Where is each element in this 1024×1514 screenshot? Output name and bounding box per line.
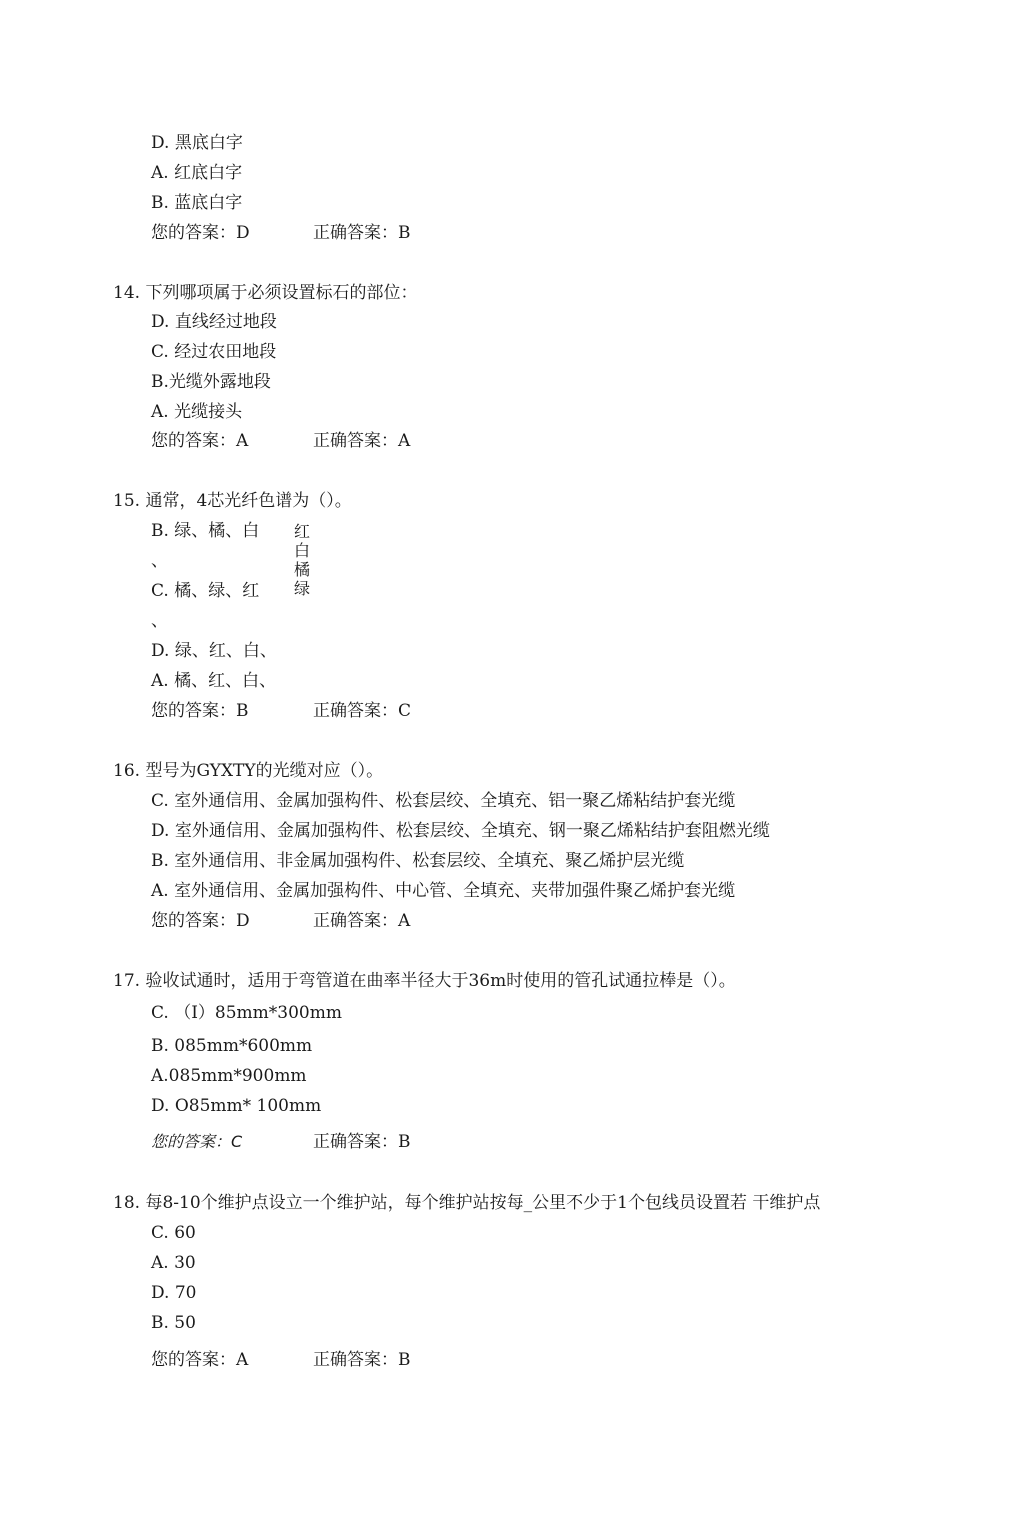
q15-vertical-char: 橘 — [293, 560, 310, 579]
q18-option-b: B. 50 — [151, 1313, 196, 1333]
q14-your-answer: 您的答案：A — [151, 431, 249, 451]
q15-vertical-char: 绿 — [293, 579, 310, 598]
q15-vertical-colors — [292, 522, 312, 598]
q17-option-d: D. O85mm* 100mm — [151, 1096, 322, 1116]
q14-option-a: A. 光缆接头 — [151, 402, 243, 422]
q14-stem: 14. 下列哪项属于必须设置标石的部位： — [113, 283, 418, 303]
q15-option-a: A. 橘、红、白、 — [151, 671, 277, 691]
q17-option-a: A.085mm*900mm — [151, 1066, 307, 1086]
q17-option-b: B. 085mm*600mm — [151, 1036, 313, 1056]
q13-option-b: B. 蓝底白字 — [151, 193, 243, 213]
q15-option-c-cont: 、 — [151, 611, 168, 631]
q13-your-answer: 您的答案：D — [151, 223, 250, 243]
q15-your-answer: 您的答案：B — [151, 701, 249, 721]
q15-option-d: D. 绿、红、白、 — [151, 641, 277, 661]
q16-your-answer: 您的答案：D — [151, 911, 250, 931]
q14-option-d: D. 直线经过地段 — [151, 312, 277, 332]
q15-correct-answer: 正确答案：C — [313, 701, 412, 721]
q13-option-d: D. 黑底白字 — [151, 133, 243, 153]
q18-stem: 18. 每8-10个维护点设立一个维护站，每个维护站按每_公里不少于1个包线员设置若 干维护点 — [113, 1193, 821, 1213]
q17-correct-answer: 正确答案：B — [313, 1132, 411, 1152]
q16-option-a: A. 室外通信用、金属加强构件、中心管、全填充、夹带加强件聚乙烯护套光缆 — [151, 881, 736, 901]
q16-option-c: C. 室外通信用、金属加强构件、松套层绞、全填充、铝一聚乙烯粘结护套光缆 — [151, 791, 736, 811]
q14-correct-answer: 正确答案：A — [313, 431, 411, 451]
q15-vertical-char: 红 — [293, 522, 310, 541]
q18-correct-answer: 正确答案：B — [313, 1350, 411, 1370]
q14-option-c: C. 经过农田地段 — [151, 342, 277, 362]
q15-option-b-cont: 、 — [151, 551, 168, 571]
q18-option-a: A. 30 — [151, 1253, 196, 1273]
q16-option-b: B. 室外通信用、非金属加强构件、松套层绞、全填充、聚乙烯护层光缆 — [151, 851, 685, 871]
q17-stem: 17. 验收试通时，适用于弯管道在曲率半径大于36m时使用的管孔试通拉棒是（）。 — [113, 971, 736, 991]
q16-correct-answer: 正确答案：A — [313, 911, 411, 931]
q13-correct-answer: 正确答案：B — [313, 223, 411, 243]
q16-option-d: D. 室外通信用、金属加强构件、松套层绞、全填充、钢一聚乙烯粘结护套阻燃光缆 — [151, 821, 770, 841]
q15-stem: 15. 通常，4芯光纤色谱为（）。 — [113, 491, 352, 511]
q15-vertical-char: 白 — [293, 541, 310, 560]
q18-your-answer: 您的答案：A — [151, 1350, 249, 1370]
q17-your-answer: 您的答案：C — [151, 1132, 243, 1151]
q15-option-c: C. 橘、绿、红 — [151, 581, 260, 601]
q16-stem: 16. 型号为GYXTY的光缆对应（）。 — [113, 761, 384, 781]
q18-option-d: D. 70 — [151, 1283, 197, 1303]
q13-option-a: A. 红底白字 — [151, 163, 243, 183]
q14-option-b: B.光缆外露地段 — [151, 372, 271, 392]
q17-option-c: C. （I）85mm*300mm — [151, 1003, 342, 1023]
q18-option-c: C. 60 — [151, 1223, 196, 1243]
q15-option-b: B. 绿、橘、白 — [151, 521, 260, 541]
